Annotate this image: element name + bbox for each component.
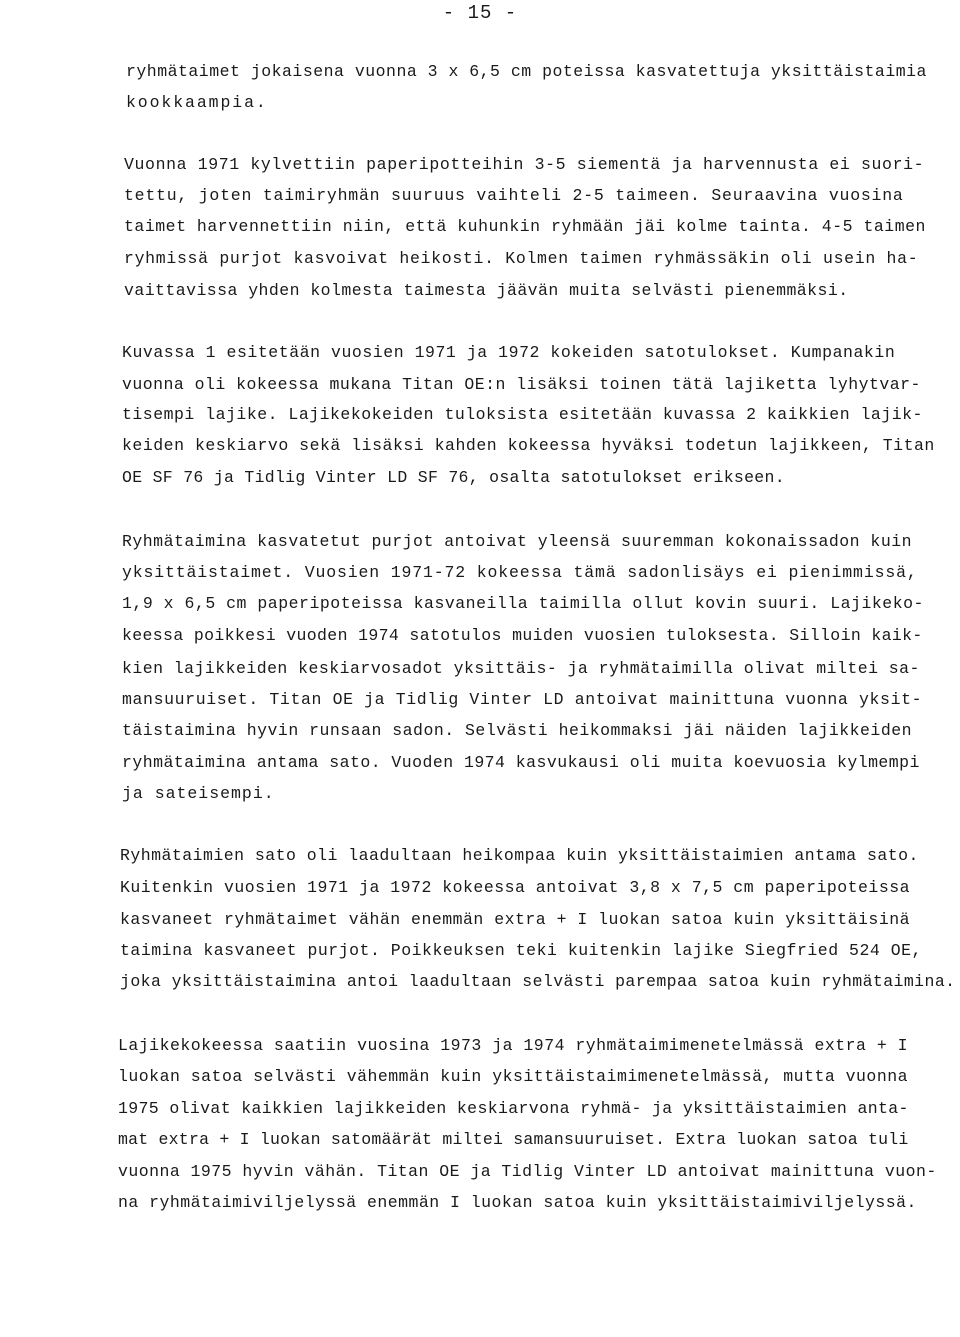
text-line: ryhmissä purjot kasvoivat heikosti. Kolmen taimen ryhmässäkin oli usein ha- bbox=[124, 249, 919, 268]
text-line: Ryhmätaimien sato oli laadultaan heikompaa kuin yksittäistaimien antama sato. bbox=[120, 846, 919, 865]
text-line: Kuvassa 1 esitetään vuosien 1971 ja 1972 kokeiden satotulokset. Kumpanakin bbox=[122, 343, 896, 362]
text-line: mat extra + I luokan satomäärät miltei samansuuruiset. Extra luokan satoa tuli bbox=[118, 1130, 909, 1149]
text-line: taimet harvennettiin niin, että kuhunkin ryhmään jäi kolme tainta. 4-5 taimen bbox=[124, 217, 926, 236]
text-line: yksittäistaimet. Vuosien 1971-72 kokeessa tämä sadonlisäys ei pienimmissä, bbox=[122, 563, 918, 582]
text-line: täistaimina hyvin runsaan sadon. Selvästi heikommaksi jäi näiden lajikkeiden bbox=[122, 721, 913, 740]
text-line: Lajikekokeessa saatiin vuosina 1973 ja 1974 ryhmätaimimenetelmässä extra + I bbox=[118, 1036, 909, 1055]
text-line: vuonna oli kokeessa mukana Titan OE:n lisäksi toinen tätä lajiketta lyhytvar- bbox=[122, 375, 921, 394]
text-line: taimina kasvaneet purjot. Poikkeuksen teki kuitenkin lajike Siegfried 524 OE, bbox=[120, 941, 922, 960]
page-number: - 15 - bbox=[442, 2, 518, 24]
text-line: Ryhmätaimina kasvatetut purjot antoivat yleensä suuremman kokonaissadon kuin bbox=[122, 532, 913, 551]
text-line: kien lajikkeiden keskiarvosadot yksittäis- ja ryhmätaimilla olivat miltei sa- bbox=[122, 659, 920, 678]
text-line: 1,9 x 6,5 cm paperipoteissa kasvaneilla taimilla ollut kovin suuri. Lajikeko- bbox=[122, 594, 924, 613]
text-line: Vuonna 1971 kylvettiin paperipotteihin 3-5 siementä ja harvennusta ei suori- bbox=[124, 155, 925, 174]
text-line: keiden keskiarvo sekä lisäksi kahden kokeessa hyväksi todetun lajikkeen, Titan bbox=[122, 436, 935, 455]
text-line: ryhmätaimina antama sato. Vuoden 1974 kasvukausi oli muita koevuosia kylmempi bbox=[122, 753, 920, 772]
text-line: tettu, joten taimiryhmän suuruus vaihteli 2-5 taimeen. Seuraavina vuosina bbox=[124, 186, 904, 205]
text-line: luokan satoa selvästi vähemmän kuin yksittäistaimimenetelmässä, mutta vuonna bbox=[118, 1067, 909, 1086]
text-line: keessa poikkesi vuoden 1974 satotulos muiden vuosien tuloksesta. Silloin kaik- bbox=[122, 626, 923, 645]
text-line: na ryhmätaimiviljelyssä enemmän I luokan satoa kuin yksittäistaimiviljelyssä. bbox=[118, 1193, 917, 1212]
text-line: 1975 olivat kaikkien lajikkeiden keskiarvona ryhmä- ja yksittäistaimien anta- bbox=[118, 1099, 909, 1118]
text-line: Kuitenkin vuosien 1971 ja 1972 kokeessa antoivat 3,8 x 7,5 cm paperipoteissa bbox=[120, 878, 911, 897]
text-line: ja sateisempi. bbox=[122, 784, 275, 803]
text-line: vuonna 1975 hyvin vähän. Titan OE ja Tidlig Vinter LD antoivat mainittuna vuon- bbox=[118, 1162, 937, 1181]
text-line: kookkaampia. bbox=[126, 93, 268, 112]
text-line: tisempi lajike. Lajikekokeiden tuloksista esitetään kuvassa 2 kaikkien lajik- bbox=[122, 405, 923, 424]
text-line: vaittavissa yhden kolmesta taimesta jäävän muita selvästi pienemmäksi. bbox=[124, 281, 849, 300]
text-line: mansuuruiset. Titan OE ja Tidlig Vinter LD antoivat mainittuna vuonna yksit- bbox=[122, 690, 923, 709]
text-line: joka yksittäistaimina antoi laadultaan selvästi parempaa satoa kuin ryhmätaimina. bbox=[120, 972, 956, 991]
text-line: ryhmätaimet jokaisena vuonna 3 x 6,5 cm poteissa kasvatettuja yksittäistaimia bbox=[126, 62, 927, 81]
text-line: OE SF 76 ja Tidlig Vinter LD SF 76, osalta satotulokset erikseen. bbox=[122, 468, 785, 487]
text-line: kasvaneet ryhmätaimet vähän enemmän extra + I luokan satoa kuin yksittäisinä bbox=[120, 910, 911, 929]
